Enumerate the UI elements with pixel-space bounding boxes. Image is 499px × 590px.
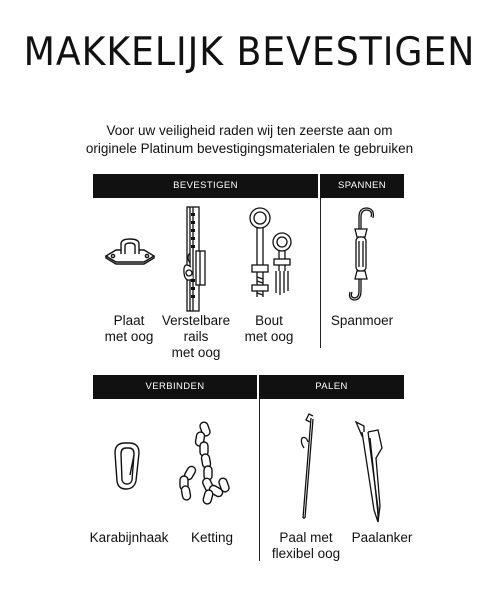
section-verbinden: VERBINDEN — [93, 375, 257, 399]
label-paalanker: Paalanker — [351, 530, 413, 545]
ground-anchor-icon — [352, 418, 386, 531]
label-bout: Bout met oog — [244, 313, 294, 344]
page-title: MAKKELIJK BEVESTIGEN — [23, 30, 476, 75]
adjustable-rail-icon — [178, 205, 212, 318]
carabiner-icon — [112, 441, 142, 496]
section-spannen: SPANNEN — [320, 174, 404, 198]
divider-bottom — [259, 399, 260, 561]
label-plaat: Plaat met oog — [104, 313, 154, 344]
eye-plate-icon — [104, 236, 156, 273]
turnbuckle-icon — [344, 207, 378, 308]
flexible-pole-icon — [292, 412, 322, 527]
eye-bolt-icon — [246, 205, 296, 308]
section-bevestigen: BEVESTIGEN — [93, 174, 318, 198]
intro-line-1: Voor uw veiligheid raden wij ten zeerste aan om — [106, 123, 393, 138]
intro-line-2: originele Platinum bevestigingsmaterialen te gebruiken — [85, 141, 414, 156]
label-rails: Verstelbare rails met oog — [161, 313, 231, 360]
chain-icon — [174, 420, 238, 515]
label-ketting: Ketting — [190, 530, 234, 545]
label-spanmoer: Spanmoer — [330, 313, 394, 328]
section-palen: PALEN — [259, 375, 404, 399]
label-paal: Paal met flexibel oog — [271, 530, 341, 561]
divider-top — [320, 198, 321, 348]
intro-text — [0, 122, 499, 158]
label-karabijnhaak: Karabijnhaak — [89, 530, 169, 545]
